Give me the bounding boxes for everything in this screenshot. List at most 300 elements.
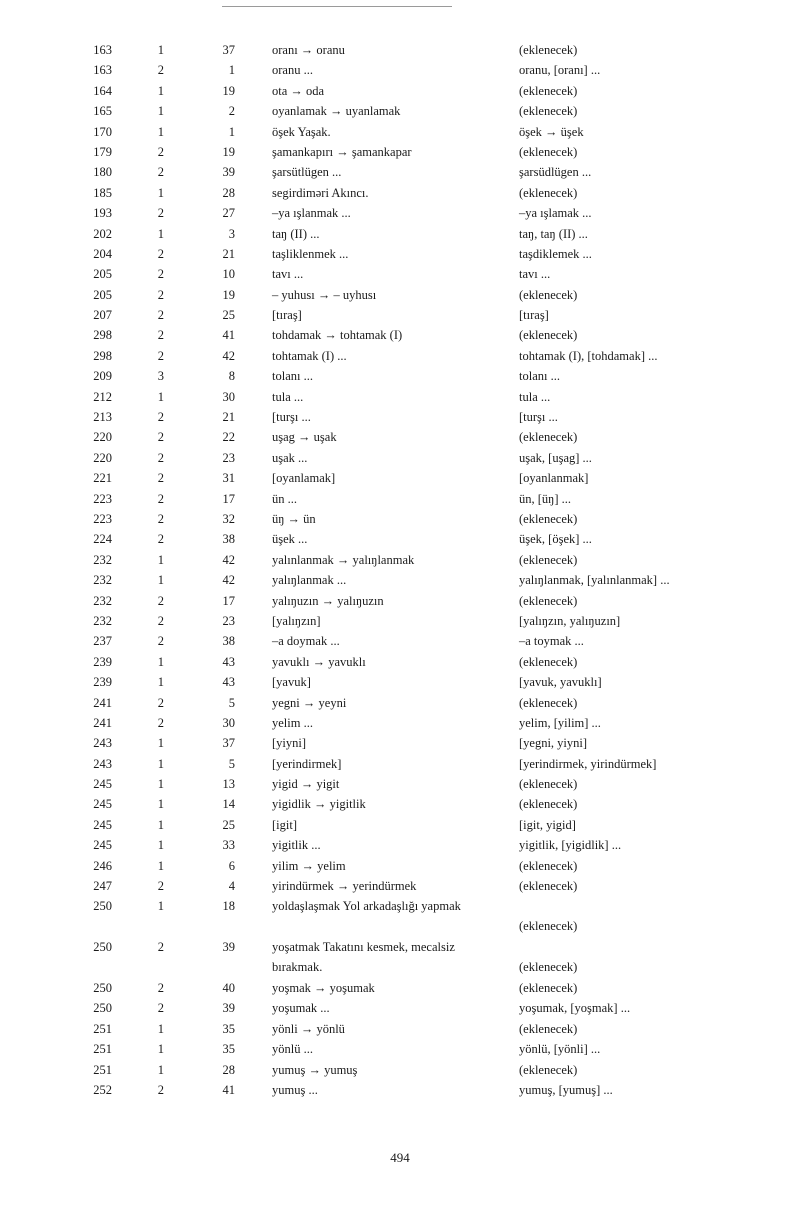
line-number-cell: 32	[222, 511, 235, 526]
column-number-cell: 1	[157, 858, 164, 873]
correct-form-cell: (eklenecek)	[519, 83, 578, 98]
column-number-cell: 2	[157, 328, 164, 343]
table-row	[0, 224, 800, 244]
correct-form-cell: –a toymak ...	[519, 634, 584, 649]
wrong-form-cell: yalıŋlanmak ...	[272, 573, 347, 588]
wrong-form-cell: yönli → yönlü	[272, 1021, 345, 1036]
column-number-cell: 2	[157, 634, 164, 649]
line-number-cell: 3	[228, 226, 235, 241]
correct-form-cell: [yavuk, yavuklı]	[519, 675, 602, 690]
table-row	[0, 631, 800, 651]
correct-form-cell: (eklenecek)	[519, 797, 578, 812]
correct-form-cell: yigitlik, [yigidlik] ...	[519, 838, 622, 853]
correct-form-cell: uşak, [uşag] ...	[519, 450, 592, 465]
line-number-cell: 33	[222, 838, 235, 853]
table-row	[0, 489, 800, 509]
wrong-form-cell: [igit]	[272, 817, 297, 832]
table-row	[0, 693, 800, 713]
correct-form-cell: (eklenecek)	[519, 960, 578, 975]
column-number-cell: 1	[157, 838, 164, 853]
column-number-cell: 1	[157, 654, 164, 669]
line-number-cell: 19	[222, 83, 235, 98]
column-number-cell: 2	[157, 450, 164, 465]
wrong-form-cell: yigid → yigit	[272, 777, 340, 792]
correct-form-cell: [oyanlanmak]	[519, 471, 589, 486]
page-number-cell: 243	[93, 756, 112, 771]
column-number-cell: 1	[157, 43, 164, 57]
line-number-cell: 6	[228, 858, 235, 873]
correct-form-cell: (eklenecek)	[519, 430, 578, 445]
column-number-cell: 1	[157, 777, 164, 792]
correct-form-cell: tula ...	[519, 389, 551, 404]
column-number-cell: 1	[157, 756, 164, 771]
page-number-cell: 251	[93, 1042, 112, 1057]
column-number-cell: 1	[157, 1021, 164, 1036]
page-number-cell: 252	[93, 1082, 112, 1097]
wrong-form-cell: yigidlik → yigitlik	[272, 797, 366, 812]
line-number-cell: 5	[228, 695, 235, 710]
table-row	[0, 346, 800, 366]
column-number-cell: 1	[157, 1062, 164, 1077]
line-number-cell: 30	[222, 389, 235, 404]
column-number-cell: 2	[157, 165, 164, 180]
column-number-cell: 1	[157, 817, 164, 832]
page-number-cell: 232	[93, 593, 112, 608]
column-number-cell: 2	[157, 287, 164, 302]
page-number-cell: 247	[93, 879, 112, 894]
page-number-cell: 223	[93, 491, 112, 506]
page-number-cell: 239	[93, 654, 112, 669]
wrong-form-cell: uşag → uşak	[272, 430, 337, 445]
column-number-cell: 1	[157, 104, 164, 119]
column-number-cell: 2	[157, 532, 164, 547]
column-number-cell: 3	[157, 369, 164, 384]
column-number-cell: 2	[157, 410, 164, 425]
correct-form-cell: [yerindirmek, yirindürmek]	[519, 756, 657, 771]
page-number-cell: 220	[93, 450, 112, 465]
table-row	[0, 611, 800, 631]
wrong-form-cell: [tıraş]	[272, 308, 302, 323]
wrong-form-cell: oranı → oranu	[272, 43, 345, 57]
column-number-cell: 2	[157, 981, 164, 995]
column-number-cell: 2	[157, 267, 164, 282]
wrong-form-cell: – yuhusı → – uyhusı	[272, 287, 377, 302]
column-number-cell: 2	[157, 879, 164, 894]
wrong-form-cell: yelim ...	[272, 715, 313, 730]
line-number-cell: 38	[222, 532, 235, 547]
wrong-form-cell: üŋ → ün	[272, 511, 316, 526]
line-number-cell: 17	[222, 491, 235, 506]
page-number-cell: 251	[93, 1021, 112, 1036]
line-number-cell: 1	[228, 63, 235, 78]
correct-form-cell: (eklenecek)	[519, 654, 578, 669]
page-number-cell: 180	[93, 165, 112, 180]
wrong-form-cell: taŋ (II) ...	[272, 226, 320, 241]
correct-form-cell: (eklenecek)	[519, 185, 578, 200]
column-number-cell: 2	[157, 593, 164, 608]
wrong-form-cell: ün ...	[272, 491, 297, 506]
wrong-form-cell: yalınlanmak → yalıŋlanmak	[272, 552, 415, 567]
line-number-cell: 22	[222, 430, 235, 445]
table-row	[0, 81, 800, 101]
page-number-cell: 205	[93, 287, 112, 302]
line-number-cell: 14	[222, 797, 235, 812]
wrong-form-cell: –ya ışlanmak ...	[272, 206, 351, 221]
wrong-form-cell: [yavuk]	[272, 675, 311, 690]
table-row	[0, 366, 800, 386]
line-number-cell: 25	[222, 308, 235, 323]
correct-form-cell: taşdiklemek ...	[519, 246, 592, 261]
page-number-cell: 243	[93, 736, 112, 751]
column-number-cell: 2	[157, 206, 164, 221]
wrong-form-cell: –a doymak ...	[272, 634, 340, 649]
column-number-cell: 2	[157, 940, 164, 955]
page-number-cell: 246	[93, 858, 112, 873]
table-row	[0, 122, 800, 142]
correct-form-cell: tohtamak (I), [tohdamak] ...	[519, 348, 658, 363]
column-number-cell: 1	[157, 1042, 164, 1057]
wrong-form-cell: şarsütlügen ...	[272, 165, 342, 180]
errata-table	[0, 40, 800, 1100]
wrong-form-cell: segirdiməri Akıncı.	[272, 185, 369, 200]
wrong-form-cell: oyanlamak → uyanlamak	[272, 104, 401, 119]
line-number-cell: 35	[222, 1021, 235, 1036]
page-number-cell: 163	[93, 63, 112, 78]
column-number-cell: 1	[157, 185, 164, 200]
line-number-cell: 42	[222, 348, 235, 363]
line-number-cell: 31	[222, 471, 235, 486]
column-number-cell: 2	[157, 144, 164, 159]
wrong-form-cell: [turşı ...	[272, 410, 311, 425]
correct-form-cell: tavı ...	[519, 267, 551, 282]
column-number-cell: 1	[157, 83, 164, 98]
correct-form-cell: (eklenecek)	[519, 144, 578, 159]
page-number-cell: 205	[93, 267, 112, 282]
line-number-cell: 23	[222, 450, 235, 465]
line-number-cell: 1	[228, 124, 235, 139]
table-row	[0, 937, 800, 978]
wrong-form-cell: oranu ...	[272, 63, 313, 78]
line-number-cell: 19	[222, 144, 235, 159]
table-row	[0, 550, 800, 570]
column-number-cell: 1	[157, 675, 164, 690]
correct-form-cell: (eklenecek)	[519, 777, 578, 792]
correct-form-cell: (eklenecek)	[519, 1021, 578, 1036]
table-row	[0, 285, 800, 305]
correct-form-cell: taŋ, taŋ (II) ...	[519, 226, 588, 241]
page-number-cell: 245	[93, 838, 112, 853]
correct-form-cell: (eklenecek)	[519, 104, 578, 119]
column-number-cell: 2	[157, 695, 164, 710]
line-number-cell: 43	[222, 654, 235, 669]
correct-form-cell: yumuş, [yumuş] ...	[519, 1082, 613, 1097]
table-row	[0, 325, 800, 345]
column-number-cell: 2	[157, 1001, 164, 1016]
column-number-cell: 1	[157, 389, 164, 404]
line-number-cell: 13	[222, 777, 235, 792]
correct-form-cell: (eklenecek)	[519, 858, 578, 873]
line-number-cell: 2	[228, 104, 235, 119]
correct-form-cell: (eklenecek)	[519, 552, 578, 567]
page-number-cell: 241	[93, 715, 112, 730]
wrong-form-cell: yavuklı → yavuklı	[272, 654, 366, 669]
table-row	[0, 1039, 800, 1059]
page-number-cell: 241	[93, 695, 112, 710]
table-row	[0, 774, 800, 794]
column-number-cell: 2	[157, 430, 164, 445]
line-number-cell: 18	[222, 899, 235, 914]
page-number-cell: 245	[93, 777, 112, 792]
correct-form-cell: [yegni, yiyni]	[519, 736, 588, 751]
correct-form-cell: yelim, [yilim] ...	[519, 715, 601, 730]
page-number-cell: 220	[93, 430, 112, 445]
page-number-cell: 213	[93, 410, 112, 425]
wrong-form-cell: tohdamak → tohtamak (I)	[272, 328, 403, 343]
page-number-cell: 202	[93, 226, 112, 241]
wrong-form-cell: yoşmak → yoşumak	[272, 981, 375, 995]
column-number-cell: 2	[157, 491, 164, 506]
correct-form-cell: (eklenecek)	[519, 879, 578, 894]
correct-form-cell: ün, [üŋ] ...	[519, 491, 572, 506]
line-number-cell: 38	[222, 634, 235, 649]
line-number-cell: 23	[222, 613, 235, 628]
table-row	[0, 468, 800, 488]
wrong-form-cell: [yiyni]	[272, 736, 307, 751]
line-number-cell: 5	[228, 756, 235, 771]
page-number-cell: 250	[93, 1001, 112, 1016]
column-number-cell: 2	[157, 63, 164, 78]
column-number-cell: 1	[157, 124, 164, 139]
wrong-form-cell: yalıŋuzın → yalıŋuzın	[272, 593, 384, 608]
column-number-cell: 2	[157, 613, 164, 628]
table-row	[0, 183, 800, 203]
line-number-cell: 39	[222, 165, 235, 180]
correct-form-cell: (eklenecek)	[519, 328, 578, 343]
column-number-cell: 2	[157, 1082, 164, 1097]
wrong-form-cell: yönlü ...	[272, 1042, 313, 1057]
correct-form-cell: (eklenecek)	[519, 695, 578, 710]
table-row	[0, 101, 800, 121]
table-row	[0, 162, 800, 182]
page-number-cell: 237	[93, 634, 112, 649]
wrong-form-cell: [yerindirmek]	[272, 756, 342, 771]
table-row	[0, 856, 800, 876]
wrong-form-cell: öşek Yaşak.	[272, 124, 331, 139]
page-number-cell: 245	[93, 817, 112, 832]
correct-form-cell: (eklenecek)	[519, 919, 578, 934]
table-row	[0, 794, 800, 814]
correct-form-cell: (eklenecek)	[519, 43, 578, 57]
wrong-form-cell: [yalıŋzın]	[272, 613, 321, 628]
wrong-form-cell: tohtamak (I) ...	[272, 348, 347, 363]
table-row	[0, 142, 800, 162]
correct-form-cell: tolanı ...	[519, 369, 560, 384]
line-number-cell: 10	[222, 267, 235, 282]
line-number-cell: 42	[222, 573, 235, 588]
column-number-cell: 1	[157, 797, 164, 812]
correct-form-cell: öşek → üşek	[519, 124, 584, 139]
correct-form-cell: (eklenecek)	[519, 511, 578, 526]
page-number-cell: 251	[93, 1062, 112, 1077]
page-number-cell: 232	[93, 552, 112, 567]
wrong-form-cell: yirindürmek → yerindürmek	[272, 879, 417, 894]
table-row	[0, 407, 800, 427]
column-number-cell: 2	[157, 246, 164, 261]
page-number-cell: 163	[93, 43, 112, 57]
correct-form-cell: üşek, [öşek] ...	[519, 532, 592, 547]
page-number-cell: 221	[93, 471, 112, 486]
wrong-form-cell: yoldaşlaşmak Yol arkadaşlığı yapmak	[272, 899, 461, 914]
column-number-cell: 2	[157, 471, 164, 486]
correct-form-cell: (eklenecek)	[519, 593, 578, 608]
line-number-cell: 41	[222, 328, 235, 343]
wrong-form-cell: tula ...	[272, 389, 304, 404]
table-row	[0, 570, 800, 590]
line-number-cell: 25	[222, 817, 235, 832]
line-number-cell: 17	[222, 593, 235, 608]
table-row	[0, 998, 800, 1018]
table-row	[0, 1060, 800, 1080]
wrong-form-cell: yumuş ...	[272, 1082, 318, 1097]
line-number-cell: 37	[222, 736, 235, 751]
page-number-cell: 224	[93, 532, 112, 547]
correct-form-cell: şarsüdlügen ...	[519, 165, 592, 180]
table-row	[0, 733, 800, 753]
page-number-cell: 212	[93, 389, 112, 404]
column-number-cell: 1	[157, 226, 164, 241]
page-number-cell: 164	[93, 83, 112, 98]
line-number-cell: 42	[222, 552, 235, 567]
correct-form-cell: [igit, yigid]	[519, 817, 576, 832]
correct-form-cell: (eklenecek)	[519, 1062, 578, 1077]
correct-form-cell: oranu, [oranı] ...	[519, 63, 601, 78]
page-number: 494	[390, 1150, 410, 1165]
table-row	[0, 305, 800, 325]
wrong-form-cell: şamankapırı → şamankapar	[272, 144, 412, 159]
wrong-form-cell: taşliklenmek ...	[272, 246, 349, 261]
page-number-cell: 245	[93, 797, 112, 812]
line-number-cell: 40	[222, 981, 235, 995]
correct-form-cell: (eklenecek)	[519, 287, 578, 302]
table-row	[0, 448, 800, 468]
line-number-cell: 21	[222, 246, 235, 261]
table-row	[0, 978, 800, 998]
table-row	[0, 754, 800, 774]
page-number-cell: 250	[93, 981, 112, 995]
wrong-form-cell: yegni → yeyni	[272, 695, 347, 710]
wrong-form-cell: yoşumak ...	[272, 1001, 330, 1016]
table-row	[0, 427, 800, 447]
line-number-cell: 28	[222, 185, 235, 200]
page-number-cell: 165	[93, 104, 112, 119]
page-number-cell: 239	[93, 675, 112, 690]
page-number-cell: 185	[93, 185, 112, 200]
page-number-cell: 298	[93, 348, 112, 363]
wrong-form-cell: [oyanlamak]	[272, 471, 336, 486]
wrong-form-cell: uşak ...	[272, 450, 308, 465]
table-row	[0, 387, 800, 407]
table-row	[0, 835, 800, 855]
line-number-cell: 39	[222, 940, 235, 955]
column-number-cell: 1	[157, 573, 164, 588]
column-number-cell: 2	[157, 348, 164, 363]
table-row	[0, 815, 800, 835]
column-number-cell: 1	[157, 736, 164, 751]
wrong-form-cell: yumuş → yumuş	[272, 1062, 358, 1077]
page-number-cell: 193	[93, 206, 112, 221]
table-row	[0, 244, 800, 264]
page-number-cell: 298	[93, 328, 112, 343]
column-number-cell: 2	[157, 308, 164, 323]
table-row	[0, 1019, 800, 1039]
page-number-cell: 207	[93, 308, 112, 323]
page-number-cell: 250	[93, 899, 112, 914]
line-number-cell: 21	[222, 410, 235, 425]
page-number-cell: 232	[93, 573, 112, 588]
wrong-form-cell: yilim → yelim	[272, 858, 346, 873]
line-number-cell: 43	[222, 675, 235, 690]
page-number-cell: 250	[93, 940, 112, 955]
page-number-cell: 209	[93, 369, 112, 384]
line-number-cell: 35	[222, 1042, 235, 1057]
correct-form-cell: yoşumak, [yoşmak] ...	[519, 1001, 631, 1016]
line-number-cell: 30	[222, 715, 235, 730]
table-row	[0, 591, 800, 611]
table-row	[0, 40, 800, 60]
column-number-cell: 1	[157, 899, 164, 914]
page-number-cell: 170	[93, 124, 112, 139]
line-number-cell: 41	[222, 1082, 235, 1097]
table-row	[0, 509, 800, 529]
line-number-cell: 37	[222, 43, 235, 57]
correct-form-cell: yönlü, [yönli] ...	[519, 1042, 601, 1057]
correct-form-cell: [tıraş]	[519, 308, 549, 323]
wrong-form-cell: yoşatmak Takatını kesmek, mecalsiz bırakmak.	[272, 940, 455, 975]
line-number-cell: 19	[222, 287, 235, 302]
wrong-form-cell: tavı ...	[272, 267, 304, 282]
line-number-cell: 8	[228, 369, 235, 384]
table-row	[0, 60, 800, 80]
correct-form-cell: [turşı ...	[519, 410, 558, 425]
page-number-cell: 179	[93, 144, 112, 159]
wrong-form-cell: tolanı ...	[272, 369, 313, 384]
column-number-cell: 2	[157, 715, 164, 730]
line-number-cell: 28	[222, 1062, 235, 1077]
top-rule	[222, 6, 452, 7]
table-row	[0, 652, 800, 672]
table-row	[0, 203, 800, 223]
column-number-cell: 1	[157, 552, 164, 567]
wrong-form-cell: üşek ...	[272, 532, 308, 547]
correct-form-cell: yalıŋlanmak, [yalınlanmak] ...	[519, 573, 670, 588]
table-row	[0, 876, 800, 896]
table-row	[0, 1080, 800, 1100]
wrong-form-cell: yigitlik ...	[272, 838, 321, 853]
wrong-form-cell: ota → oda	[272, 83, 325, 98]
line-number-cell: 4	[228, 879, 235, 894]
page-number-cell: 204	[93, 246, 112, 261]
line-number-cell: 39	[222, 1001, 235, 1016]
table-row	[0, 672, 800, 692]
table-row	[0, 713, 800, 733]
column-number-cell: 2	[157, 511, 164, 526]
correct-form-cell: (eklenecek)	[519, 981, 578, 995]
page-number-cell: 223	[93, 511, 112, 526]
line-number-cell: 27	[222, 206, 235, 221]
table-row	[0, 529, 800, 549]
table-row	[0, 896, 800, 937]
correct-form-cell: –ya ışlamak ...	[519, 206, 592, 221]
